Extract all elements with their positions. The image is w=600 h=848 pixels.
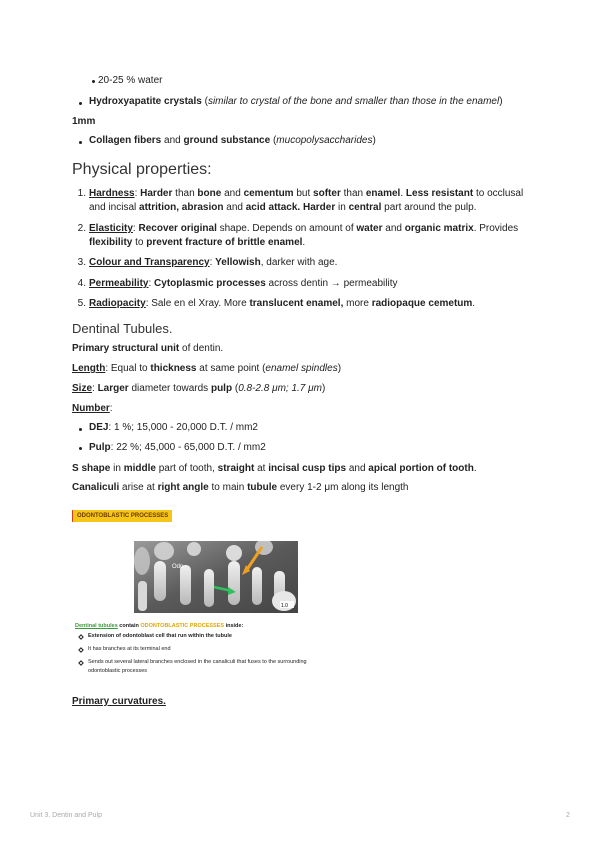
colour-line: Colour and Transparency: Yellowish, darker with age. <box>89 257 338 268</box>
diamond-bullet-icon <box>78 634 84 640</box>
collagen-line: Collagen fibers and ground substance (mucopolysaccharides) <box>89 135 376 146</box>
canaliculi-line: Canaliculi arise at right angle to main tubule every 1-2 μm along its length <box>72 482 409 493</box>
one-mm-label: 1mm <box>72 116 96 127</box>
size-line: Size: Larger diameter towards pulp (0.8-2.8 μm; 1.7 μm) <box>72 383 326 394</box>
permeability-line: Permeability: Cytoplasmic processes across dentin → permeability <box>89 278 398 289</box>
bullet-icon <box>79 102 82 105</box>
caption-point: odontoblastic processes <box>88 668 148 674</box>
footer-title: Unit 3. Dentin and Pulp <box>30 812 102 819</box>
list-number: 2. <box>77 223 86 234</box>
scale-label: 1.0 <box>281 603 288 609</box>
odontoblastic-processes-tag: ODONTOBLASTIC PROCESSES <box>72 510 172 522</box>
list-number: 1. <box>77 188 86 199</box>
list-number: 5. <box>77 298 86 309</box>
bullet-icon <box>92 80 95 83</box>
bullet-icon <box>79 447 82 450</box>
primary-unit-line: Primary structural unit of dentin. <box>72 343 224 354</box>
caption-point: It has branches at its terminal end <box>88 646 171 652</box>
pulp-line: Pulp: 22 %; 45,000 - 65,000 D.T. / mm2 <box>89 442 266 453</box>
hardness-line-1: Hardness: Harder than bone and cementum but softer than enamel. Less resistant to occlusal <box>89 188 524 199</box>
figure-caption: Dentinal tubules contain ODONTOBLASTIC PROCESSES inside: <box>75 623 244 629</box>
odp-label: Odp <box>172 564 184 570</box>
number-label: Number: <box>72 403 113 414</box>
micrograph-image <box>134 541 298 613</box>
page-number: 2 <box>566 812 570 819</box>
caption-point: Sends out several lateral branches enclosed in the canaliculi that fuses to the surrounding <box>88 659 307 665</box>
list-number: 4. <box>77 278 86 289</box>
bullet-icon <box>79 428 82 431</box>
s-shape-line: S shape in middle part of tooth, straight at incisal cusp tips and apical portion of tooth. <box>72 463 477 474</box>
elasticity-line-2: flexibility to prevent fracture of brittle enamel. <box>89 237 306 248</box>
water-line: 20-25 % water <box>98 75 163 86</box>
dentinal-tubules-heading: Dentinal Tubules. <box>72 321 173 336</box>
primary-curvatures-heading: Primary curvatures. <box>72 696 166 707</box>
hydroxyapatite-line: Hydroxyapatite crystals (similar to crystal of the bone and smaller than those in the enamel) <box>89 96 503 107</box>
bullet-icon <box>79 141 82 144</box>
list-number: 3. <box>77 257 86 268</box>
physical-properties-heading: Physical properties: <box>72 161 212 178</box>
diamond-bullet-icon <box>78 660 84 666</box>
dej-line: DEJ: 1 %; 15,000 - 20,000 D.T. / mm2 <box>89 422 258 433</box>
radiopacity-line: Radiopacity: Sale en el Xray. More translucent enamel, more radiopaque cemetum. <box>89 298 476 309</box>
length-line: Length: Equal to thickness at same point (enamel spindles) <box>72 363 342 374</box>
micrograph-svg <box>134 541 298 613</box>
diamond-bullet-icon <box>78 647 84 653</box>
hardness-line-2: and incisal attrition, abrasion and acid attack. Harder in central part around the pulp. <box>89 202 477 213</box>
elasticity-line-1: Elasticity: Recover original shape. Depends on amount of water and organic matrix. Provides <box>89 223 519 234</box>
caption-point: Extension of odontoblast cell that run within the tubule <box>88 633 232 639</box>
